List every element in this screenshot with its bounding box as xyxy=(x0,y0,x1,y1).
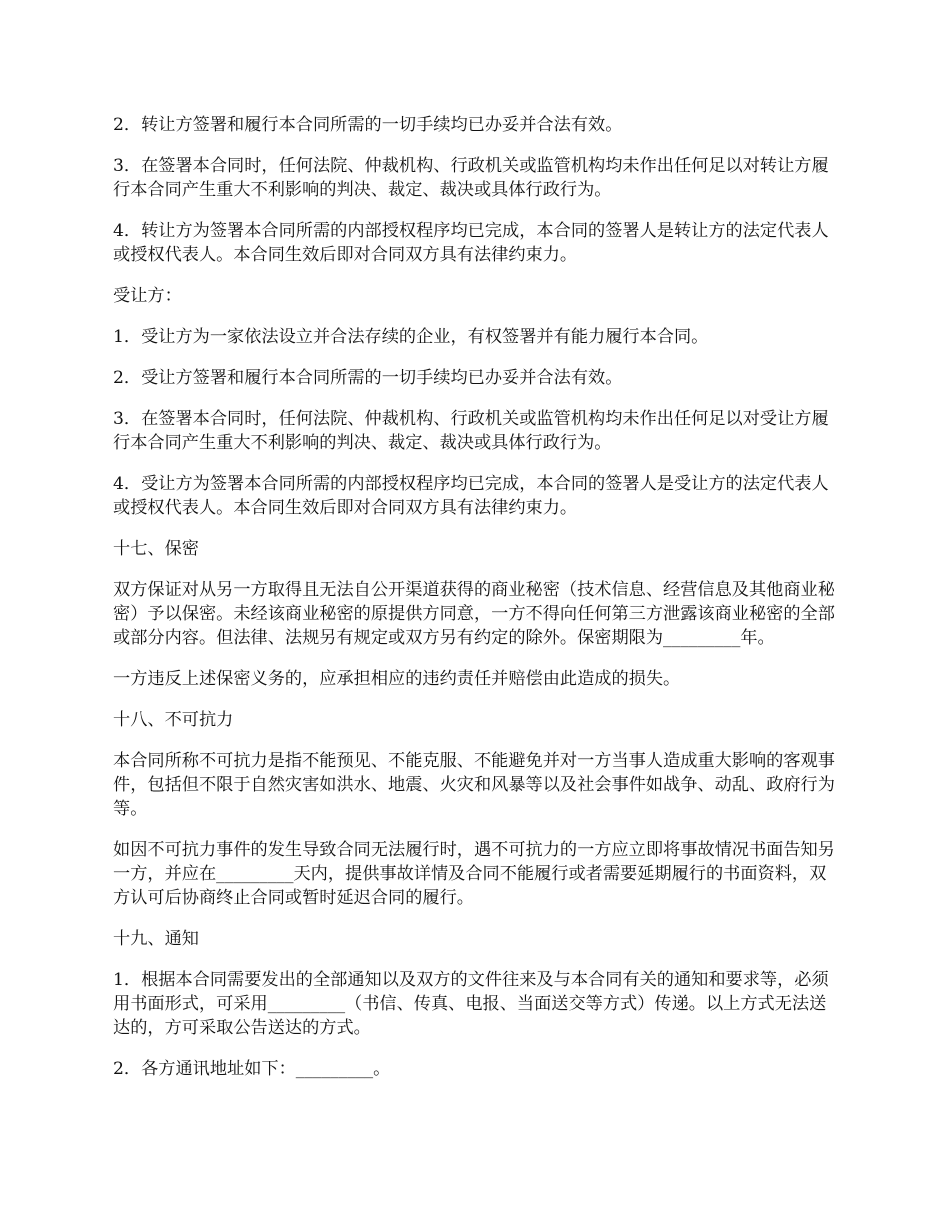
transferee-heading: 受让方： xyxy=(113,286,182,306)
section-19-clause-1: 1．根据本合同需要发出的全部通知以及双方的文件往来及与本合同有关的通知和要求等，必须用书面形式，可采用_________（书信、传真、电报、当面送交等方式）传递。以上方式无法送达的，方可采取公告送达的方式。 xyxy=(113,970,829,1038)
transferor-clause-4: 4．转让方为签署本合同所需的内部授权程序均已完成，本合同的签署人是转让方的法定代表人或授权代表人。本合同生效后即对合同双方具有法律约束力。 xyxy=(113,221,829,265)
transferor-clause-2: 2．转让方签署和履行本合同所需的一切手续均已办妥并合法有效。 xyxy=(113,115,623,135)
section-19-clause-2: 2．各方通讯地址如下：_________。 xyxy=(113,1059,391,1079)
transferor-clause-3: 3．在签署本合同时，任何法院、仲裁机构、行政机关或监管机构均未作出任何足以对转让方履行本合同产生重大不利影响的判决、裁定、裁决或具体行政行为。 xyxy=(113,156,829,200)
transferee-clause-2: 2．受让方签署和履行本合同所需的一切手续均已办妥并合法有效。 xyxy=(113,368,623,388)
transferee-clause-1: 1．受让方为一家依法设立并合法存续的企业，有权签署并有能力履行本合同。 xyxy=(113,327,709,347)
section-19-heading: 十九、通知 xyxy=(113,929,199,949)
section-18-para-2: 如因不可抗力事件的发生导致合同无法履行时，遇不可抗力的一方应立即将事故情况书面告知另一方，并应在_________天内，提供事故详情及合同不能履行或者需要延期履行的书面资料，双方认可后协商终止合同或暂时延迟合同的履行。 xyxy=(113,840,835,908)
section-18-para-1: 本合同所称不可抗力是指不能预见、不能克服、不能避免并对一方当事人造成重大影响的客观事件，包括但不限于自然灾害如洪水、地震、火灾和风暴等以及社会事件如战争、动乱、政府行为等。 xyxy=(113,751,835,819)
document-body xyxy=(113,113,841,1098)
section-18-heading: 十八、不可抗力 xyxy=(113,710,234,730)
transferee-clause-3: 3．在签署本合同时，任何法院、仲裁机构、行政机关或监管机构均未作出任何足以对受让方履行本合同产生重大不利影响的判决、裁定、裁决或具体行政行为。 xyxy=(113,409,829,453)
section-17-para-1: 双方保证对从另一方取得且无法自公开渠道获得的商业秘密（技术信息、经营信息及其他商业秘密）予以保密。未经该商业秘密的原提供方同意，一方不得向任何第三方泄露该商业秘密的全部或部分内容。但法律、法规另有规定或双方另有约定的除外。保密期限为_________年。 xyxy=(113,580,835,648)
transferee-clause-4: 4．受让方为签署本合同所需的内部授权程序均已完成，本合同的签署人是受让方的法定代表人或授权代表人。本合同生效后即对合同双方具有法律约束力。 xyxy=(113,474,829,518)
section-17-para-2: 一方违反上述保密义务的，应承担相应的违约责任并赔偿由此造成的损失。 xyxy=(113,669,681,689)
section-17-heading: 十七、保密 xyxy=(113,539,199,559)
